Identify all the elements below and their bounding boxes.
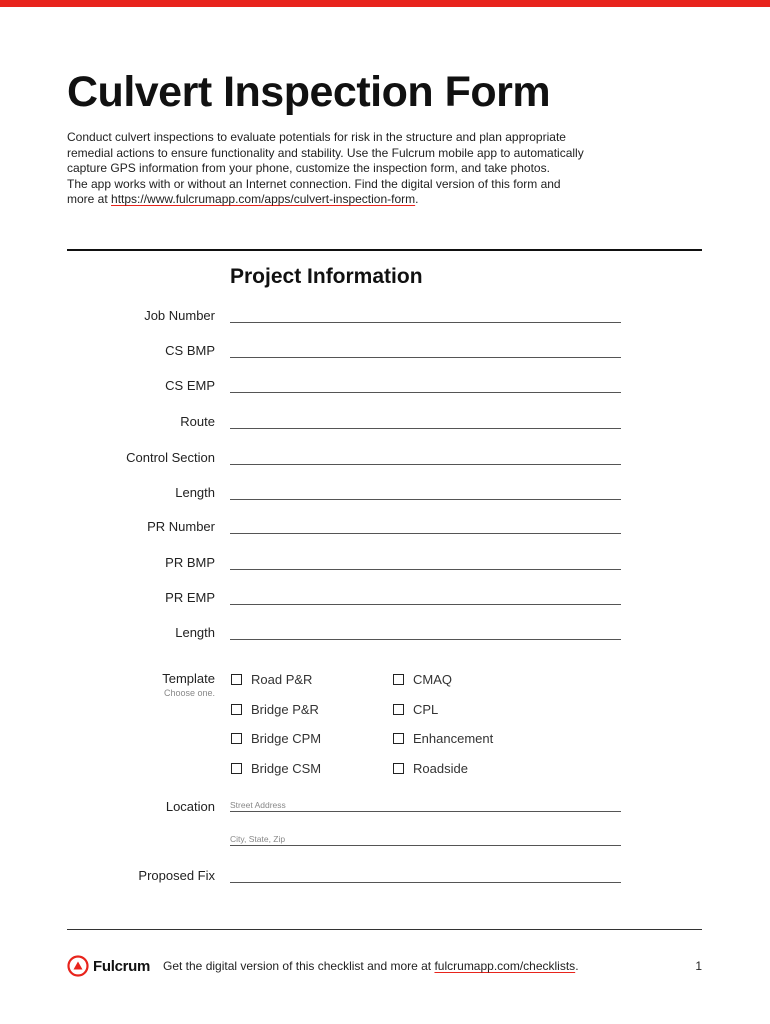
intro-link-prefix: more at bbox=[67, 192, 112, 207]
option-bridge-pr[interactable] bbox=[231, 700, 319, 718]
street-address-placeholder: Street Address bbox=[230, 800, 286, 810]
field-label: PR Number bbox=[147, 519, 215, 534]
field-proposed-fix bbox=[0, 868, 770, 888]
checkbox[interactable] bbox=[393, 674, 404, 685]
fulcrum-logo bbox=[67, 955, 150, 977]
field-input-line[interactable] bbox=[230, 499, 621, 500]
field-input-line[interactable] bbox=[230, 569, 621, 570]
page-number: 1 bbox=[695, 959, 702, 973]
checkbox[interactable] bbox=[393, 733, 404, 744]
field-cs-bmp bbox=[0, 343, 770, 363]
field-cs-emp bbox=[0, 378, 770, 398]
field-length bbox=[0, 485, 770, 505]
footer-divider bbox=[67, 929, 702, 930]
fulcrum-logo-icon bbox=[67, 955, 89, 977]
checkbox[interactable] bbox=[393, 763, 404, 774]
field-pr-emp bbox=[0, 590, 770, 610]
template-label: Template bbox=[162, 671, 215, 686]
field-label: Job Number bbox=[144, 308, 215, 323]
city-state-zip-line[interactable] bbox=[230, 845, 621, 846]
footer-text bbox=[163, 959, 579, 973]
footer-prefix: Get the digital version of this checklist and more at bbox=[163, 959, 435, 973]
field-input-line[interactable] bbox=[230, 639, 621, 640]
field-label: CS BMP bbox=[165, 343, 215, 358]
footer-suffix: . bbox=[575, 959, 579, 973]
field-length-2 bbox=[0, 625, 770, 645]
option-label: Bridge P&R bbox=[251, 701, 319, 717]
option-label: Roadside bbox=[413, 760, 468, 776]
intro-link[interactable]: https://www.fulcrumapp.com/apps/culvert-inspection-form bbox=[111, 192, 416, 207]
intro-line: remedial actions to ensure functionality and stability. Use the Fulcrum mobile app to automatically bbox=[67, 145, 584, 160]
field-job-number bbox=[0, 308, 770, 328]
street-address-line[interactable] bbox=[230, 811, 621, 812]
field-label: CS EMP bbox=[165, 378, 215, 393]
field-pr-number bbox=[0, 519, 770, 539]
footer-link[interactable]: fulcrumapp.com/checklists bbox=[434, 959, 576, 973]
field-route bbox=[0, 414, 770, 434]
option-label: Enhancement bbox=[413, 730, 494, 746]
intro-line bbox=[67, 192, 627, 208]
option-label: Road P&R bbox=[251, 671, 313, 687]
city-state-zip-placeholder: City, State, Zip bbox=[230, 834, 286, 844]
option-cmaq[interactable] bbox=[393, 670, 452, 688]
field-label: PR BMP bbox=[165, 555, 215, 570]
field-label: Proposed Fix bbox=[138, 868, 215, 883]
option-bridge-csm[interactable] bbox=[231, 759, 321, 777]
option-label: Bridge CSM bbox=[251, 760, 322, 776]
field-input-line[interactable] bbox=[230, 428, 621, 429]
section-title: Project Information bbox=[230, 265, 423, 288]
field-label: Length bbox=[175, 625, 215, 640]
field-input-line[interactable] bbox=[230, 882, 621, 883]
option-enhancement[interactable] bbox=[393, 729, 493, 747]
checkbox[interactable] bbox=[393, 704, 404, 715]
option-roadside[interactable] bbox=[393, 759, 468, 777]
intro-paragraph bbox=[67, 130, 627, 208]
checkbox[interactable] bbox=[231, 704, 242, 715]
logo-text: Fulcrum bbox=[93, 957, 151, 975]
field-input-line[interactable] bbox=[230, 604, 621, 605]
checkbox[interactable] bbox=[231, 674, 242, 685]
field-location bbox=[0, 799, 770, 819]
field-pr-bmp bbox=[0, 555, 770, 575]
field-input-line[interactable] bbox=[230, 392, 621, 393]
intro-line: Conduct culvert inspections to evaluate potentials for risk in the structure and plan appropriate bbox=[67, 130, 566, 144]
checkbox[interactable] bbox=[231, 733, 242, 744]
checkbox[interactable] bbox=[231, 763, 242, 774]
top-accent-bar bbox=[0, 0, 770, 7]
intro-line: capture GPS information from your phone, customize the inspection form, and take photos. bbox=[67, 161, 550, 176]
option-road-pr[interactable] bbox=[231, 670, 312, 688]
field-label: PR EMP bbox=[165, 590, 215, 605]
field-input-line[interactable] bbox=[230, 357, 621, 358]
field-label: Location bbox=[165, 799, 215, 814]
field-label: Length bbox=[175, 485, 215, 500]
field-control-section bbox=[0, 450, 770, 470]
field-label: Route bbox=[180, 414, 215, 429]
field-label: Control Section bbox=[126, 450, 215, 465]
option-label: CMAQ bbox=[413, 671, 452, 687]
field-input-line[interactable] bbox=[230, 322, 621, 323]
option-cpl[interactable] bbox=[393, 700, 438, 718]
template-hint: Choose one. bbox=[163, 688, 215, 698]
field-input-line[interactable] bbox=[230, 533, 621, 534]
page-title: Culvert Inspection Form bbox=[67, 68, 551, 116]
intro-line: The app works with or without an Internet connection. Find the digital version of this form and bbox=[67, 176, 561, 191]
option-label: CPL bbox=[413, 701, 439, 717]
option-bridge-cpm[interactable] bbox=[231, 729, 321, 747]
field-input-line[interactable] bbox=[230, 464, 621, 465]
section-divider bbox=[67, 249, 702, 251]
option-label: Bridge CPM bbox=[251, 730, 322, 746]
intro-link-suffix: . bbox=[415, 192, 419, 207]
